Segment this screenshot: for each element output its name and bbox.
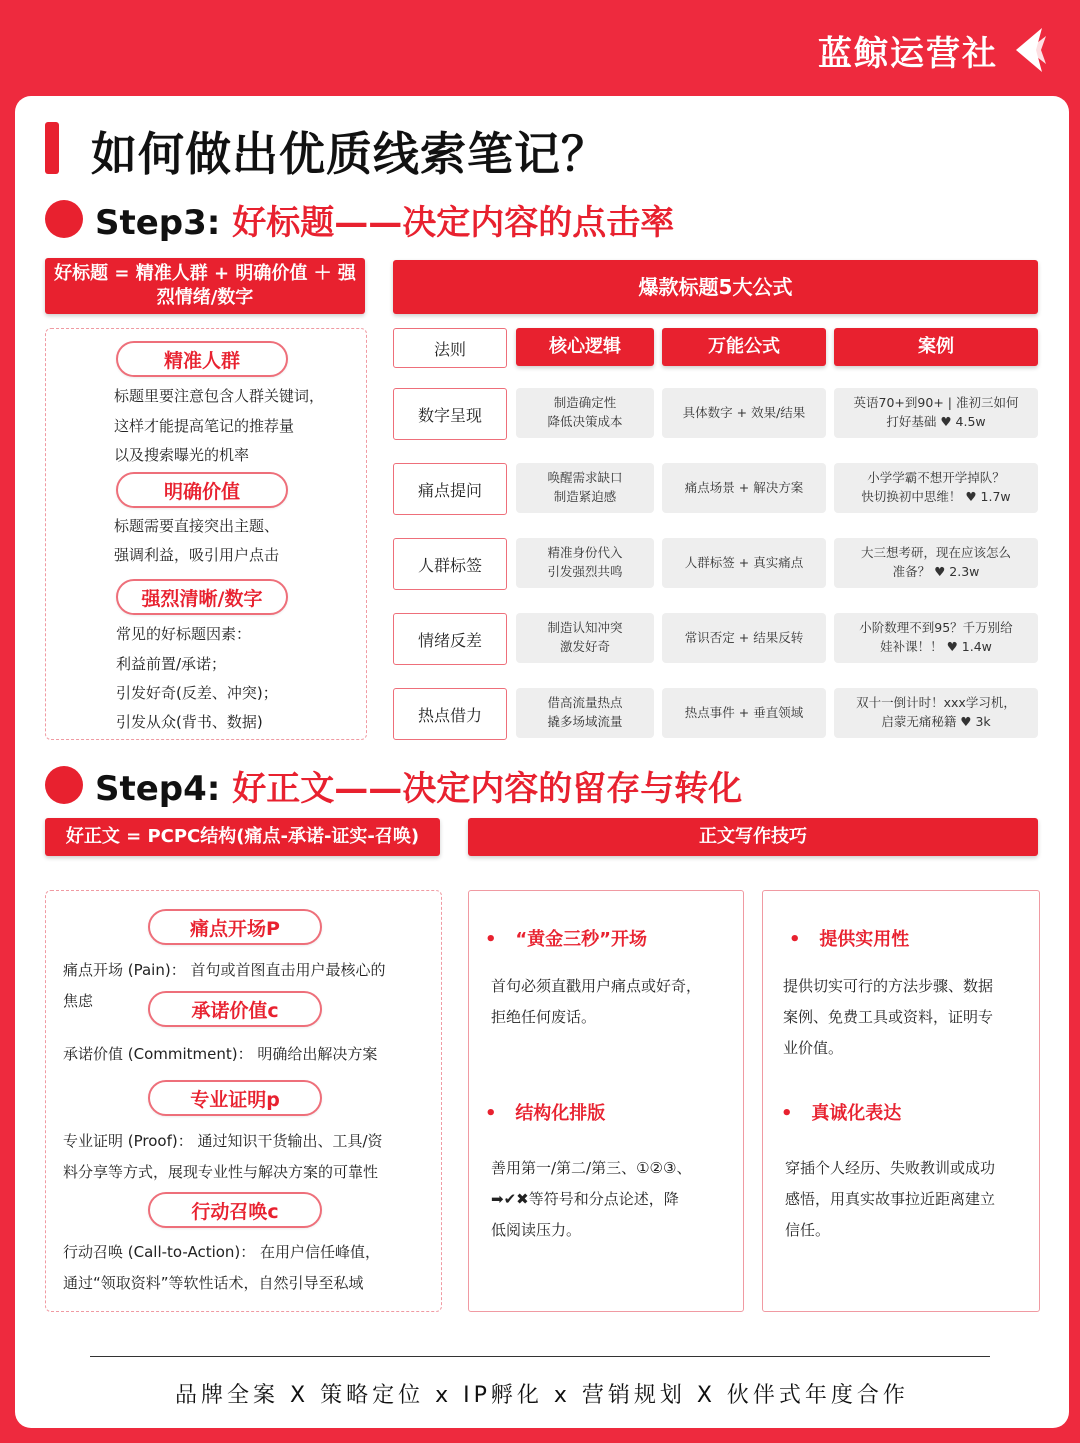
table-row-example: 小阶数理不到95？千万别给 娃补课！！ ♥ 1.4w xyxy=(834,613,1038,663)
precise-audience-line: 标题里要注意包含人群关键词， xyxy=(114,387,325,405)
pcpc-panel xyxy=(45,890,442,1312)
body-formula-box: 好正文 = PCPC结构(痛点-承诺-证实-召唤) xyxy=(45,818,440,856)
call-to-action-line: 行动召唤 (Call-to-Action)： 在用户信任峰值， xyxy=(63,1243,381,1261)
pill-clear-value: 明确价值 xyxy=(116,472,288,508)
table-row-example: 英语70+到90+ | 准初三如何 打好基础 ♥ 4.5w xyxy=(834,388,1038,438)
skills-panel-right xyxy=(762,890,1040,1312)
table-row-logic: 精准身份代入 引发强烈共鸣 xyxy=(516,538,654,588)
table-row-rule: 情绪反差 xyxy=(393,613,507,665)
pill-pain: 痛点开场P xyxy=(148,909,322,945)
table-row-logic: 制造确定性 降低决策成本 xyxy=(516,388,654,438)
title-elements-panel xyxy=(45,328,367,740)
skill-title: • 结构化排版 xyxy=(485,1103,606,1124)
proof-line: 专业证明 (Proof)： 通过知识干货输出、工具/资 xyxy=(63,1132,383,1150)
step3-label: Step3: xyxy=(95,203,221,243)
brand xyxy=(818,22,1050,78)
table-header-example: 案例 xyxy=(834,328,1038,366)
table-row-example: 双十一倒计时！xxx学习机， 启蒙无痛秘籍 ♥ 3k xyxy=(834,688,1038,738)
content-card xyxy=(15,96,1069,1428)
strong-emotion-line: 引发好奇(反差、冲突)； xyxy=(116,684,278,702)
pill-strong-emotion: 强烈清晰/数字 xyxy=(116,579,288,615)
strong-emotion-line: 引发从众(背书、数据) xyxy=(116,713,263,731)
step4-dot-icon xyxy=(45,766,83,804)
precise-audience-line: 这样才能提高笔记的推荐量 xyxy=(114,417,295,435)
table-row-formula: 人群标签 + 真实痛点 xyxy=(662,538,826,588)
table-header-formula: 万能公式 xyxy=(662,328,826,366)
table-row-formula: 常识否定 + 结果反转 xyxy=(662,613,826,663)
table-row-logic: 制造认知冲突 激发好奇 xyxy=(516,613,654,663)
table-row-rule: 痛点提问 xyxy=(393,463,507,515)
pill-proof: 专业证明p xyxy=(148,1080,322,1116)
step4-heading xyxy=(95,761,742,810)
skill-title: • “黄金三秒”开场 xyxy=(485,929,647,950)
skill-text: 首句必须直戳用户痛点或好奇， 拒绝任何废话。 xyxy=(491,977,702,1026)
page-title: 如何做出优质线索笔记？ xyxy=(91,127,608,181)
clear-value-line: 强调利益，吸引用户点击 xyxy=(114,546,280,564)
table-row-rule: 人群标签 xyxy=(393,538,507,590)
skill-text: 穿插个人经历、失败教训或成功 感悟，用真实故事拉近距离建立 信任。 xyxy=(785,1159,996,1239)
pill-call-to-action: 行动召唤c xyxy=(148,1192,322,1228)
clear-value-line: 标题需要直接突出主题、 xyxy=(114,517,280,535)
skill-title-text: 真诚化表达 xyxy=(811,1103,902,1124)
table-row-rule: 热点借力 xyxy=(393,688,507,740)
precise-audience-line: 以及搜索曝光的机率 xyxy=(114,446,250,464)
skill-title: • 提供实用性 xyxy=(789,929,910,950)
table-row-rule: 数字呈现 xyxy=(393,388,507,440)
table-row-formula: 热点事件 + 垂直领域 xyxy=(662,688,826,738)
step3-dot-icon xyxy=(45,200,83,238)
pain-line: 焦虑 xyxy=(63,992,94,1010)
table-title: 爆款标题5大公式 xyxy=(393,260,1038,314)
table-row-formula: 具体数字 + 效果/结果 xyxy=(662,388,826,438)
skill-text: 善用第一/第二/第三、①②③、 ➡✔✖等符号和分点论述，降 低阅读压力。 xyxy=(491,1159,692,1239)
title-accent-bar xyxy=(45,122,59,174)
table-row-example: 大三想考研，现在应该怎么 准备？ ♥ 2.3w xyxy=(834,538,1038,588)
footer-divider xyxy=(90,1356,990,1357)
footer-services: 品牌全案 X 策略定位 x IP孵化 x 营销规划 X 伙伴式年度合作 xyxy=(175,1383,909,1408)
whale-logo-icon xyxy=(1008,24,1050,76)
skill-text: 提供切实可行的方法步骤、数据 案例、免费工具或资料，证明专 业价值。 xyxy=(783,977,994,1057)
step3-heading xyxy=(95,195,674,244)
table-header-rule: 法则 xyxy=(393,328,507,368)
pill-precise-audience: 精准人群 xyxy=(116,341,288,377)
skill-title-text: 提供实用性 xyxy=(819,929,910,950)
brand-name: 蓝鲸运营社 xyxy=(818,33,998,74)
title-formula-box: 好标题 = 精准人群 + 明确价值 ＋ 强烈情绪/数字 xyxy=(45,258,365,314)
table-row-logic: 借高流量热点 撬多场域流量 xyxy=(516,688,654,738)
strong-emotion-line: 常见的好标题因素： xyxy=(116,625,252,643)
skill-title-text: 结构化排版 xyxy=(515,1103,606,1124)
pill-commitment: 承诺价值c xyxy=(148,991,322,1027)
step3-title: 好标题——决定内容的点击率 xyxy=(232,203,675,243)
skills-panel-left xyxy=(468,890,744,1312)
table-header-logic: 核心逻辑 xyxy=(516,328,654,366)
step4-title: 好正文——决定内容的留存与转化 xyxy=(232,769,743,809)
table-row-logic: 唤醒需求缺口 制造紧迫感 xyxy=(516,463,654,513)
step4-label: Step4: xyxy=(95,769,221,809)
pain-line: 痛点开场 (Pain)： 首句或首图直击用户最核心的 xyxy=(63,961,386,979)
call-to-action-line: 通过“领取资料”等软性话术，自然引导至私域 xyxy=(63,1274,364,1292)
table-row-example: 小学学霸不想开学掉队？ 快切换初中思维！ ♥ 1.7w xyxy=(834,463,1038,513)
strong-emotion-line: 利益前置/承诺； xyxy=(116,655,227,673)
skill-title: • 真诚化表达 xyxy=(781,1103,902,1124)
commitment-line: 承诺价值 (Commitment)： 明确给出解决方案 xyxy=(63,1045,378,1063)
skill-title-text: “黄金三秒”开场 xyxy=(515,929,647,950)
skills-title: 正文写作技巧 xyxy=(468,818,1038,856)
proof-line: 料分享等方式，展现专业性与解决方案的可靠性 xyxy=(63,1163,379,1181)
table-row-formula: 痛点场景 + 解决方案 xyxy=(662,463,826,513)
